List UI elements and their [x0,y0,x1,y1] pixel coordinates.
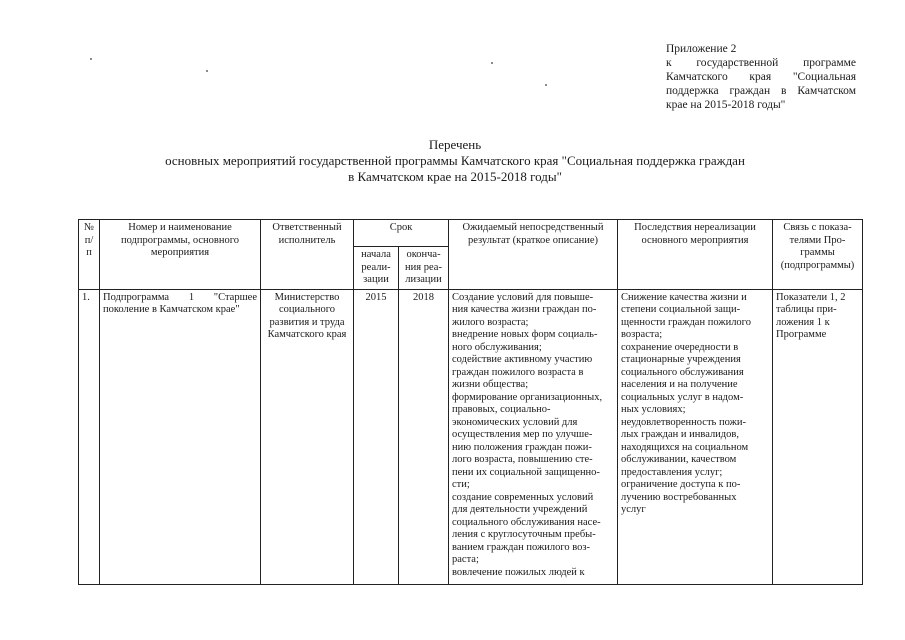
consequence-line: предоставления услуг; [621,466,723,478]
appendix-line-3: Камчатского края "Социальная [666,71,856,83]
appendix-line-1: Приложение 2 [666,43,737,55]
header-term: Срок [354,220,449,247]
header-name: Номер и наименование подпрограммы, основного мероприятия [100,220,261,290]
row-result [449,289,618,584]
header-term-end: оконча-ния реа-лизации [399,247,449,290]
result-line: внедрение новых форм социаль- [452,329,598,340]
link-line: ложения 1 к [776,316,830,328]
link-line: Программе [776,329,827,340]
row-executor: Министерство социального развития и труда Камчатского края [261,289,354,584]
result-line: раста; [452,554,479,565]
title-line-2: основных мероприятий государственной программы Камчатского края "Социальная поддержка граждан [165,153,745,168]
result-line: нию положения граждан пожи- [452,441,592,453]
result-line: содействие активному участию [452,354,593,365]
result-line: правовых, социально- [452,404,551,415]
consequence-line: сохранение очередности в [621,341,739,353]
consequence-line: неудовлетворенность пожи- [621,416,746,428]
header-result: Ожидаемый непосредственный результат (краткое описание) [449,220,618,290]
header-term-start: начала реали-зации [354,247,399,290]
scan-speck [90,58,92,60]
appendix-line-5: крае на 2015-2018 годы" [666,99,786,111]
result-line: экономических условий для [452,416,578,428]
result-line: ного обслуживания; [452,341,542,353]
title-line-3: в Камчатском крае на 2015-2018 годы" [348,169,562,184]
document-title [60,137,850,185]
consequence-line: населения и на получение [621,379,738,390]
consequence-line: ограничение доступа к по- [621,479,741,490]
result-line: Создание условий для повыше- [452,291,594,303]
row-link [773,289,863,584]
consequence-line: социального обслуживания [621,366,744,378]
result-line: социального обслуживания насе- [452,516,601,528]
consequence-line: Снижение качества жизни и [621,291,747,303]
scan-speck [545,84,547,86]
consequence-line: лых граждан и инвалидов, [621,429,739,440]
consequence-line: социальных услуг в надом- [621,391,744,403]
consequence-line: возраста; [621,329,663,340]
result-line: ванием граждан пожилого воз- [452,541,591,553]
scan-speck [491,62,493,64]
link-line: таблицы при- [776,304,837,315]
consequence-line: находящихся на социальном [621,441,749,453]
result-line: осуществления мер по улучше- [452,429,593,440]
appendix-block [666,42,856,112]
row-name: Подпрограмма 1 "Старшее поколение в Камчатском крае" [100,289,261,584]
header-consequences: Последствия нереализации основного мероприятия [618,220,773,290]
consequence-line: обслуживании, качеством [621,454,737,465]
row-end: 2018 [399,289,449,584]
result-line: ления с круглосуточным пребы- [452,529,596,540]
result-line: вовлечение пожилых людей к [452,566,585,578]
consequence-line: стационарные учреждения [621,354,741,365]
appendix-line-2: к государственной программе [666,57,856,69]
result-line: лого возраста, повышению сте- [452,454,593,465]
result-line: для деятельности учреждений [452,504,588,515]
consequence-line: щенности граждан пожилого [621,316,751,328]
result-line: граждан пожилого возраста в [452,366,584,378]
link-line: Показатели 1, 2 [776,291,846,303]
header-executor: Ответственный исполнитель [261,220,354,290]
consequence-line: ных условиях; [621,404,686,415]
header-link: Связь с показа-телями Про-граммы (подпрограммы) [773,220,863,290]
result-line: сти; [452,479,470,490]
row-consequences [618,289,773,584]
consequence-line: степени социальной защи- [621,304,741,315]
measures-table [78,219,863,585]
table-row [79,289,863,584]
result-line: формирование организационных, [452,391,603,403]
scan-speck [206,70,208,72]
result-line: ния качества жизни граждан по- [452,304,597,315]
row-num: 1. [79,289,100,584]
consequence-line: лучению востребованных [621,491,737,503]
title-line-1: Перечень [428,137,482,152]
header-num: № п/п [79,220,100,290]
result-line: создание современных условий [452,491,594,503]
row-start: 2015 [354,289,399,584]
result-line: пени их социальной защищенно- [452,466,600,478]
header-row [79,220,863,247]
appendix-line-4: поддержка граждан в Камчатском [666,85,856,97]
result-line: жилого возраста; [452,316,529,328]
consequence-line: услуг [621,504,646,515]
result-line: жизни общества; [452,379,529,390]
